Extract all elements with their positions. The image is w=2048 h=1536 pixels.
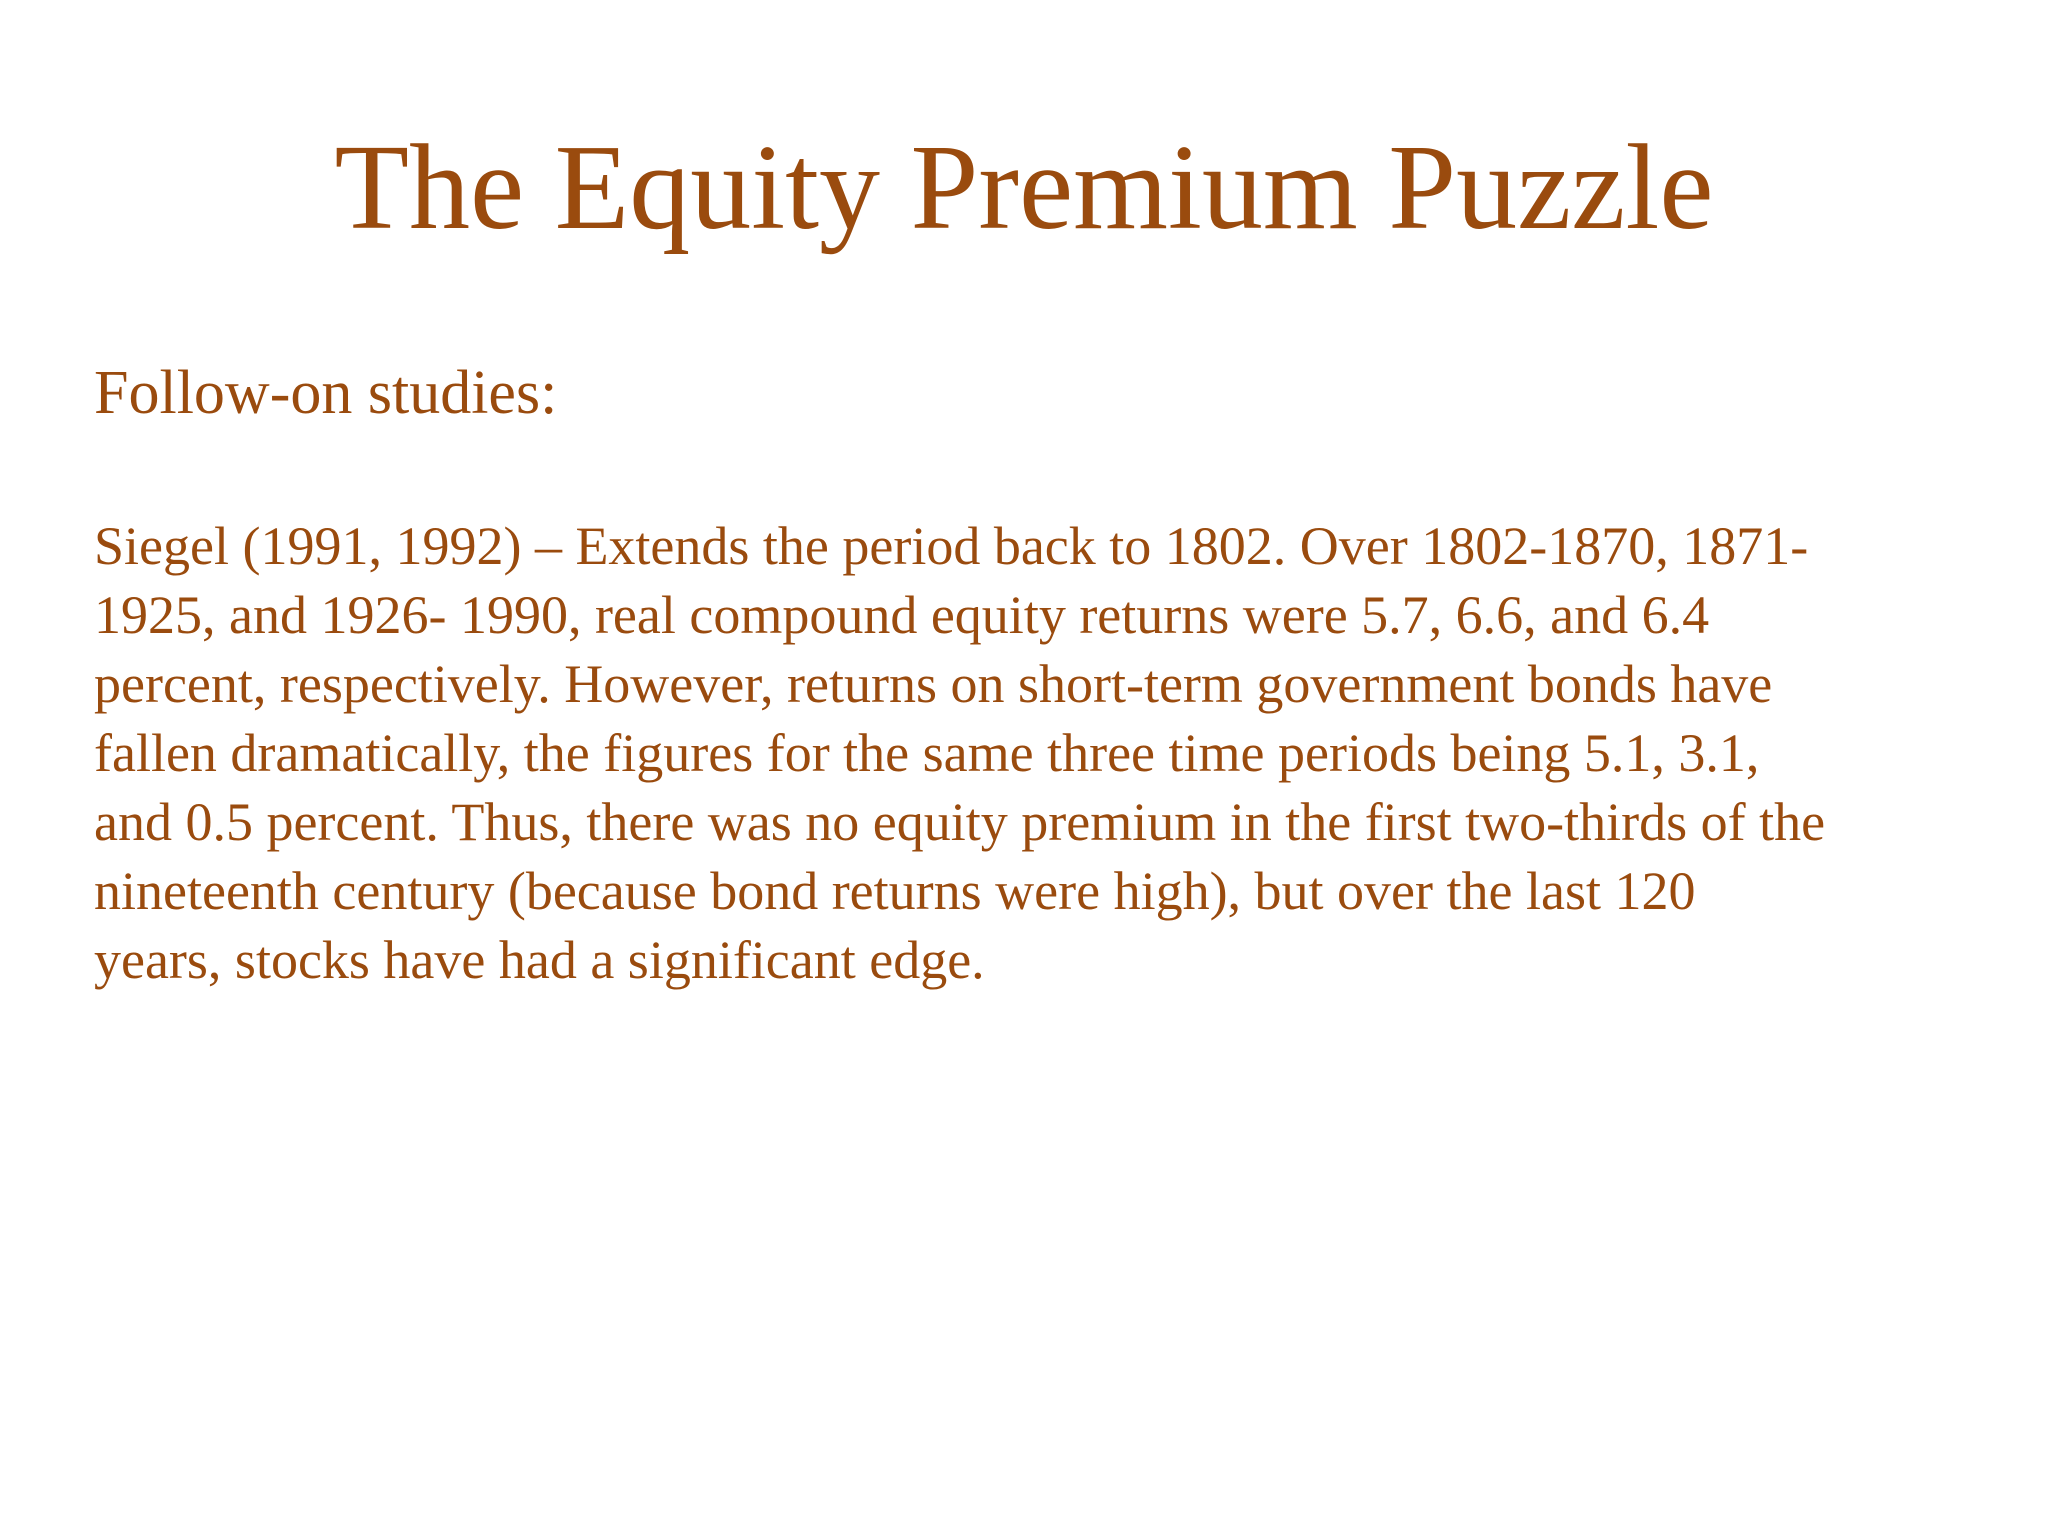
body-line: fallen dramatically, the figures for the same three time periods being 5.1, 3.1, [94,723,1760,783]
subheading: Follow-on studies: [94,359,558,427]
body-line: years, stocks have had a significant edge. [94,930,985,990]
body-line: and 0.5 percent. Thus, there was no equity premium in the first two-thirds of the [94,792,1826,852]
body-line: Siegel (1991, 1992) – Extends the period back to 1802. Over 1802-1870, 1871- [94,516,1809,576]
slide-title: The Equity Premium Puzzle [334,120,1714,255]
body-line: percent, respectively. However, returns on short-term government bonds have [94,654,1773,714]
body-line: nineteenth century (because bond returns were high), but over the last 120 [94,861,1696,921]
body-line: 1925, and 1926- 1990, real compound equity returns were 5.7, 6.6, and 6.4 [94,585,1710,645]
body-paragraph [94,512,1974,995]
